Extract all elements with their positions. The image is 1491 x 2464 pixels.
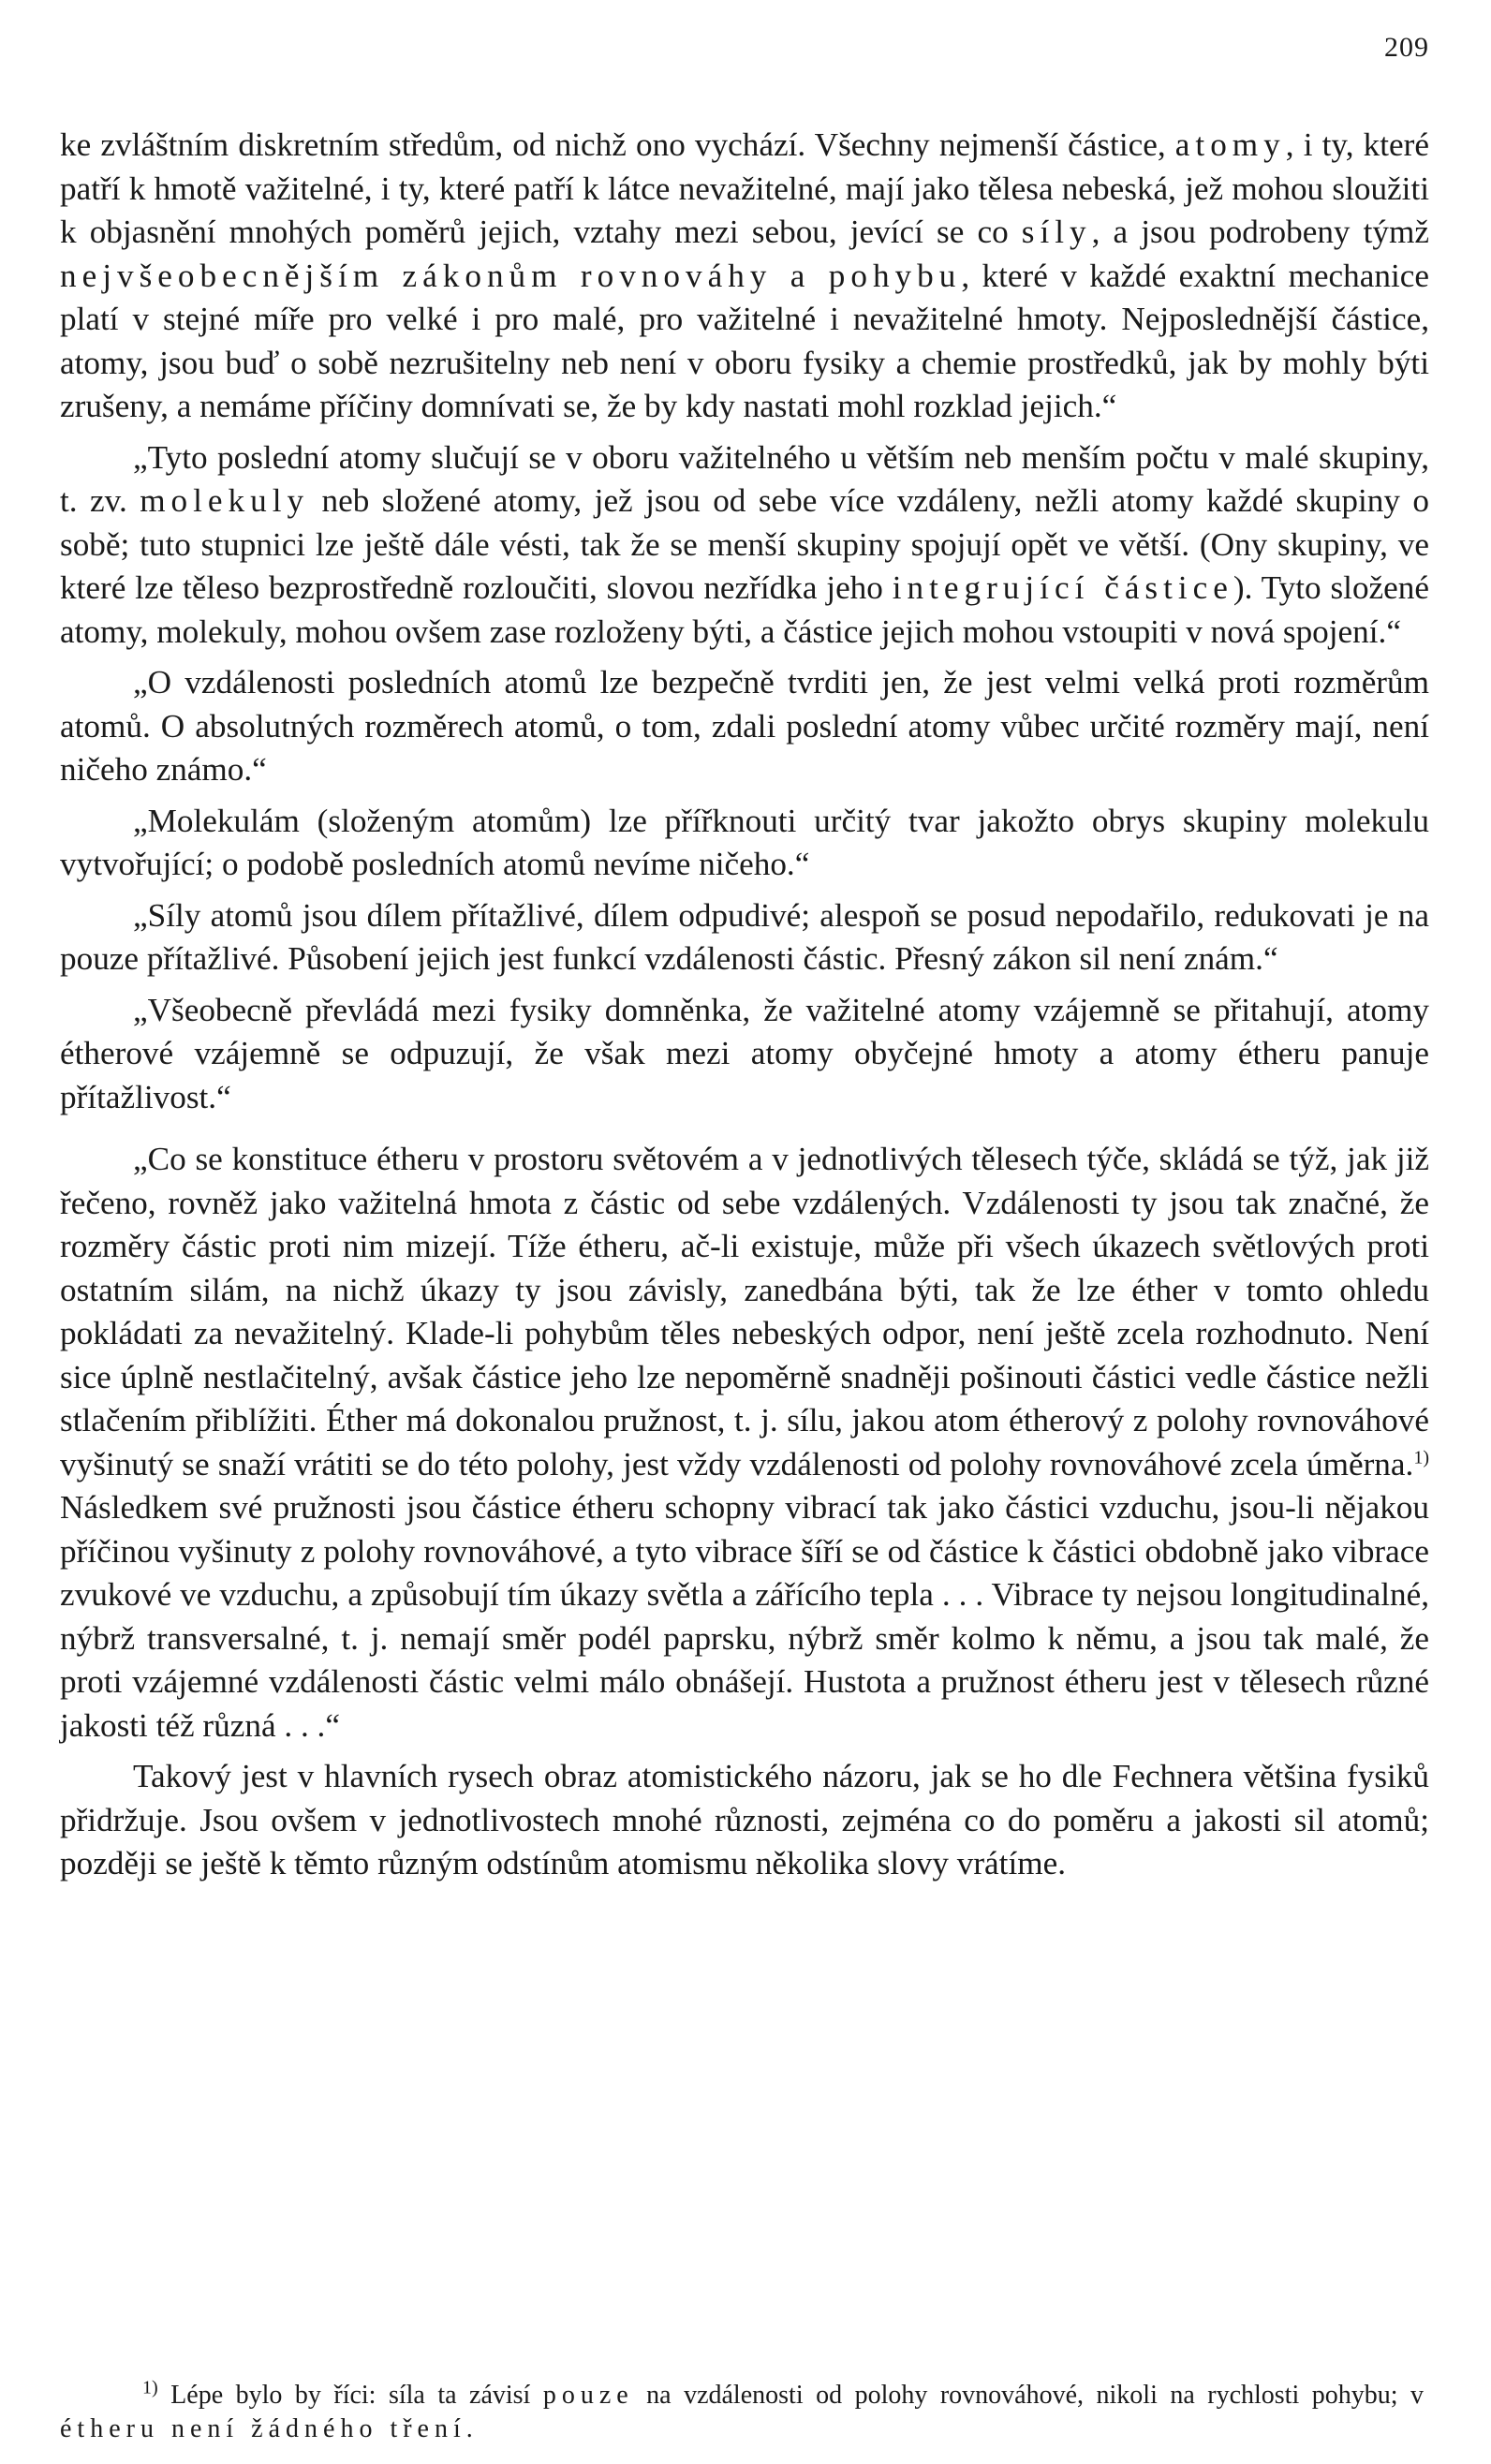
paragraph-ether	[60, 1138, 1429, 1748]
text-segment: ke zvláštním diskretním středům, od nichž ono vychází. Všechny nejmenší částice,	[60, 126, 1175, 163]
paragraph-sily: „Síly atomů jsou dílem přítažlivé, dílem odpudivé; alespoň se posud nepodařilo, redukovati je na pouze přítažlivé. Působení jejich jest funkcí vzdálenosti částic. Přesný zákon sil není znám.“	[60, 896, 1429, 977]
footnote-reference[interactable]: 1)	[1413, 1446, 1429, 1468]
body-text	[60, 124, 1429, 1894]
paragraph-domnenka: „Všeobecně převládá mezi fysiky domněnka, že važitelné atomy vzájemně se přitahují, atomy étherové vzájemně se odpuzují, že však mezi atomy obyčejné hmoty a atomy étheru panuje přítažlivost.“	[60, 991, 1429, 1115]
paragraph-molekuly	[60, 436, 1429, 655]
spaced-term-molekuly: molekuly	[140, 482, 310, 519]
text-segment: neb složené atomy, jež jsou od sebe více vzdáleny, nežli atomy každé skupiny o sobě; tuto stupnici lze ještě dále vésti, tak že se menší skupiny spojují opět ve větší. (Ony skupiny, ve které lze těleso bezprostředně rozloučiti, slovou nezřídka jeho	[60, 482, 1430, 606]
text-segment: , i ty, které patří k hmotě važitelné, i ty, které patří k látce nevažitelné, mají jako tělesa nebeská, jež mohou sloužiti k objasnění mnohých poměrů jejich, vztahy mezi sebou, jevící se co	[60, 126, 1429, 250]
paragraph-vzdalenosti: „O vzdálenosti posledních atomů lze bezpečně tvrditi jen, že jest velmi velká proti rozměrům atomů. O absolutných rozměrech atomů, o tom, zdali poslední atomy vůbec určité rozměry mají, není ničeho známo.“	[60, 664, 1429, 788]
spaced-term-sily: síly	[1021, 214, 1092, 250]
text-segment: .	[465, 2414, 473, 2443]
page-number: 209	[1384, 32, 1429, 63]
text-segment: na vzdálenosti od polohy rovnováhové, nikoli na rychlosti pohybu;	[633, 2381, 1410, 2410]
text-segment: ). Tyto složené atomy, molekuly, mohou ovšem zase rozloženy býti, a částice jejich mohou vstoupiti v nová spojení.“	[60, 569, 1430, 650]
text-segment: Lépe bylo by říci: síla ta závisí	[157, 2381, 543, 2410]
text-segment: Následkem své pružnosti jsou částice étheru schopny vibrací tak jako částici vzduchu, jsou-li nějakou příčinou vyšinuty z polohy rovnováhové, a tyto vibrace šíří se od částice k částici obdobně jako vibrace zvukové ve vzduchu, a způsobují tím úkazy světla a zářícího tepla . . . Vibrace ty nejsou longitudinalné, nýbrž transversalné, t. j. nemají směr podél paprsku, nýbrž směr kolmo k němu, a jsou tak malé, že proti vzájemné vzdálenosti částic velmi málo obnášejí. Hustota a pružnost étheru jest v tělesech různé jakosti též různá . . .“	[60, 1489, 1429, 1744]
text-segment: , které v každé exaktní mechanice platí v stejné míře pro velké i pro malé, pro važitelné i nevažitelné hmoty. Nejposlednější částice, atomy, jsou buď o sobě nezrušitelny neb není v oboru fysiky a chemie prostředků, jak by mohly býti zrušeny, a nemáme příčiny domnívati se, že by kdy nastati mohl rozklad jejich.“	[60, 257, 1429, 424]
paragraph-continuation	[60, 124, 1429, 429]
spaced-term-zakony: nejvšeobecnějším zákonům rovnováhy a pohybu	[60, 257, 962, 294]
footnote-1	[60, 2379, 1429, 2446]
spaced-term-atomy: atomy	[1174, 126, 1286, 163]
text-segment: „Tyto poslední atomy slučují se v oboru važitelného u větším neb menším počtu v malé skupiny, t. zv.	[60, 438, 1429, 519]
spaced-term-integrujici: integrující částice	[892, 569, 1233, 606]
paragraph-conclusion: Takový jest v hlavních rysech obraz atomistického názoru, jak se ho dle Fechnera většina fysiků přidržuje. Jsou ovšem v jednotlivostech mnohé různosti, zejména co do poměru a jakosti sil atomů; později se ještě k těmto různým odstínům atomismu několika slovy vrátíme.	[60, 1758, 1429, 1881]
spaced-term-treni: v étheru není žádného tření	[60, 2381, 1429, 2443]
footnotes	[60, 2379, 1429, 2446]
paragraph-tvar: „Molekulám (složeným atomům) lze přířknouti určitý tvar jakožto obrys skupiny molekulu vytvořující; o podobě posledních atomů nevíme ničeho.“	[60, 802, 1429, 882]
text-segment: , a jsou podrobeny týmž	[1091, 214, 1429, 250]
footnote-marker: 1)	[142, 2377, 158, 2398]
spaced-term-pouze: pouze	[542, 2381, 634, 2410]
text-segment: „Co se konstituce étheru v prostoru světovém a v jednotlivých tělesech týče, skládá se týž, jak již řečeno, rovněž jako važitelná hmota z částic od sebe vzdálených. Vzdálenosti ty jsou tak značné, že rozměry částic proti nim mizejí. Tíže étheru, ač-li existuje, může při všech úkazech světlových proti ostatním silám, na nichž úkazy ty jsou závisly, zanedbána býti, tak že lze éther v tomto ohledu pokládati za nevažitelný. Klade-li pohybům těles nebeských odpor, není ještě zcela rozhodnuto. Není sice úplně nestlačitelný, avšak částice jeho lze nepoměrně snadněji pošinouti částici vedle částice nežli stlačením přiblížiti. Éther má dokonalou pružnost, t. j. sílu, jakou atom étherový z polohy rovnováhové vyšinutý se snaží vrátiti se do této polohy, jest vždy vzdálenosti od polohy rovnováhové zcela úměrna.	[60, 1141, 1429, 1483]
